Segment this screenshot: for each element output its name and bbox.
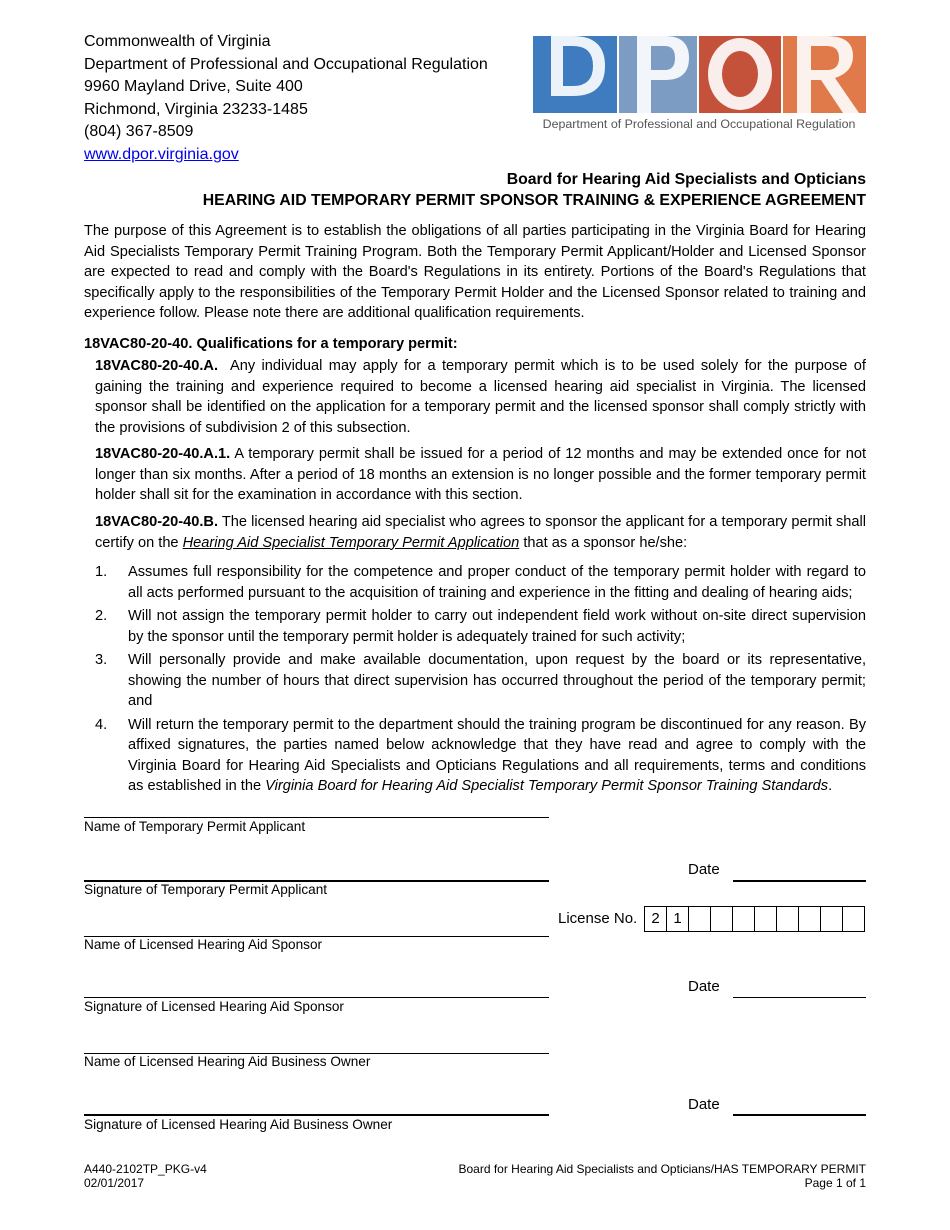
regulation-text: A temporary permit shall be issued for a period of 12 months and may be extended once for not longer than six months. After a period of 18 months an extension is no longer possible and the former temporary permit holder shall sit for the examination in accordance with this section. xyxy=(95,446,866,503)
page-number: Page 1 of 1 xyxy=(804,1176,866,1190)
address-line: 9960 Mayland Drive, Suite 400 xyxy=(84,78,303,96)
address-line: Commonwealth of Virginia xyxy=(84,33,271,50)
application-reference: Hearing Aid Specialist Temporary Permit Application xyxy=(182,534,520,551)
regulation-code: 18VAC80-20-40.A. xyxy=(95,358,219,374)
sponsor-name-label: Name of Licensed Hearing Aid Sponsor xyxy=(84,937,323,952)
license-digit: 2 xyxy=(645,907,667,931)
list-item: 4. Will return the temporary permit to the department should the training program be discontinued for any reason. By affixed signatures, the parties named below acknowledge that they have read and agree to comply with the Virginia Board for Hearing Aid Specialists and Opticians Regulations and all requirements, terms and conditions as established in the Virginia Board for Hearing Aid Specialist Temporary Permit Sponsor Training Standards. xyxy=(95,716,866,794)
regulation-code: 18VAC80-20-40.A.1. xyxy=(95,446,231,462)
form-title: HEARING AID TEMPORARY PERMIT SPONSOR TRAINING & EXPERIENCE AGREEMENT xyxy=(202,192,866,209)
training-standards-reference: Virginia Board for Hearing Aid Specialist Temporary Permit Sponsor Training Standards xyxy=(265,778,829,794)
license-digit-box[interactable] xyxy=(843,907,865,931)
license-digit-box[interactable] xyxy=(689,907,711,931)
regulation-text: that as a sponsor he/she: xyxy=(523,534,688,551)
license-digit-box[interactable] xyxy=(755,907,777,931)
footer-board-line: Board for Hearing Aid Specialists and Opticians/HAS TEMPORARY PERMIT xyxy=(458,1162,866,1176)
license-digit-box[interactable] xyxy=(799,907,821,931)
license-digit-box[interactable] xyxy=(733,907,755,931)
section-heading: 18VAC80-20-40. Qualifications for a temporary permit: xyxy=(84,336,458,352)
date-label: Date xyxy=(688,1096,720,1113)
footer-form-info xyxy=(84,1162,207,1190)
sponsor-obligations-list xyxy=(95,562,866,800)
list-item: 2. Will not assign the temporary permit holder to carry out independent field work without on-site direct supervision by the sponsor until the temporary permit holder is adequately trained for such activity; xyxy=(95,608,866,645)
regulation-text: The licensed hearing aid specialist who agrees to sponsor the applicant for a temporary permit shall certify on the xyxy=(95,514,867,551)
owner-date-line[interactable] xyxy=(733,1114,866,1116)
license-digit-box[interactable] xyxy=(711,907,733,931)
address-line: Department of Professional and Occupational Regulation xyxy=(84,55,488,73)
sponsor-signature-line[interactable] xyxy=(84,997,549,998)
list-item: 3. Will personally provide and make available documentation, upon request by the board or its representative, showing the number of hours that direct supervision has occurred throughout the period of the temporary permit; and xyxy=(95,652,866,709)
sponsor-date-line[interactable] xyxy=(733,997,866,998)
sponsor-signature-label: Signature of Licensed Hearing Aid Sponsor xyxy=(84,999,344,1014)
website-link[interactable]: www.dpor.virginia.gov xyxy=(84,145,239,163)
license-digit: 1 xyxy=(667,907,689,931)
owner-signature-line[interactable] xyxy=(84,1114,549,1116)
form-date: 02/01/2017 xyxy=(84,1176,145,1190)
list-item: 1. Assumes full responsibility for the competence and proper conduct of the temporary permit holder with regard to all acts performed pursuant to the acquisition of training and experience in the fitting and dealing of hearing aids; xyxy=(95,564,866,601)
agency-address xyxy=(84,31,488,167)
form-id: A440-2102TP_PKG-v4 xyxy=(84,1162,207,1176)
regulation-40a1 xyxy=(95,444,866,506)
regulation-text: Any individual may apply for a temporary permit which is to be used solely for the purpose of gaining the training and experience required to become a licensed hearing aid specialist in Virginia. The licensed sponsor shall be identified on the application for a temporary permit and the licensed sponsor shall comply strictly with the provisions of subdivision 2 of this subsection. xyxy=(95,358,866,436)
logo-caption: Department of Professional and Occupational Regulation xyxy=(542,117,856,131)
regulation-code: 18VAC80-20-40.B. xyxy=(95,514,219,530)
date-label: Date xyxy=(688,861,720,878)
owner-name-label: Name of Licensed Hearing Aid Business Owner xyxy=(84,1054,371,1069)
applicant-signature-label: Signature of Temporary Permit Applicant xyxy=(84,882,328,897)
license-digit-box[interactable] xyxy=(777,907,799,931)
applicant-date-line[interactable] xyxy=(733,880,866,882)
form-title-block xyxy=(203,169,866,211)
date-label: Date xyxy=(688,978,720,995)
phone-number: (804) 367-8509 xyxy=(84,123,194,141)
intro-paragraph: The purpose of this Agreement is to establish the obligations of all parties participating in the Virginia Board for Hearing Aid Specialists Temporary Permit Training Program. Both the Temporary Permit Applicant/Holder and Licensed Sponsor are expected to read and comply with the Board's Regulations in its entirety. Portions of the Board's Regulations that specifically apply to the responsibilities of the Temporary Permit Holder and the Licensed Sponsor related to training and experience follow. Please note there are additional qualification requirements. xyxy=(84,223,866,321)
dpor-logo xyxy=(533,36,866,132)
board-name: Board for Hearing Aid Specialists and Opticians xyxy=(506,171,866,188)
license-number-label: License No. xyxy=(558,910,638,927)
regulation-40a xyxy=(95,356,866,438)
regulation-40b xyxy=(95,512,866,553)
footer-board-info xyxy=(458,1162,866,1190)
applicant-name-label: Name of Temporary Permit Applicant xyxy=(84,819,306,834)
address-line: Richmond, Virginia 23233-1485 xyxy=(84,100,308,118)
license-number-field[interactable] xyxy=(644,906,865,932)
license-digit-box[interactable] xyxy=(821,907,843,931)
applicant-name-line[interactable] xyxy=(84,817,549,818)
owner-signature-label: Signature of Licensed Hearing Aid Business Owner xyxy=(84,1117,393,1132)
